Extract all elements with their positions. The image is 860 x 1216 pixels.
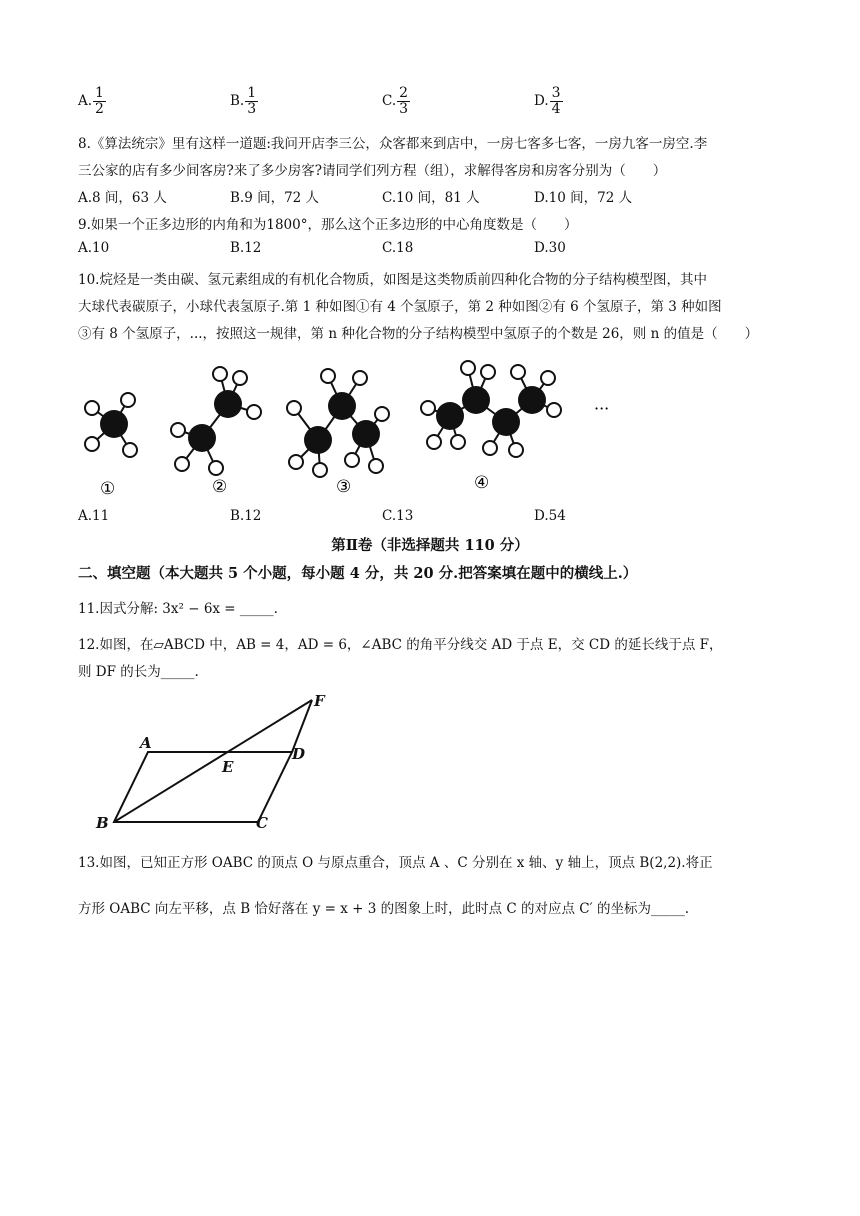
q9-option-a: A.10 (78, 240, 110, 256)
q9-option-c: C.18 (382, 240, 414, 256)
figure-label-2: ② (212, 477, 228, 497)
point-label-a: A (140, 734, 152, 752)
figure-label-3: ③ (336, 477, 352, 497)
q10-text-line3: ③有 8 个氢原子，...，按照这一规律，第 n 种化合物的分子结构模型中氢原子的个数是 26，则 n 的值是（ ） (78, 326, 759, 342)
q8-text-line1: 8.《算法统宗》里有这样一道题:我问开店李三公，众客都来到店中，一房七客多七客，一房九客一房空.李 (78, 136, 708, 152)
figure-label-4: ④ (474, 473, 490, 493)
q7-option-a: A. $\frac{1}{2}$ (78, 85, 104, 117)
q13-text-line1: 13.如图，已知正方形 OABC 的顶点 O 与原点重合，顶点 A 、C 分别在 x 轴、y 轴上，顶点 B(2,2).将正 (78, 855, 713, 871)
q7-option-c: C. $\frac{2}{3}$ (382, 85, 409, 117)
q10-text-line1: 10.烷烃是一类由碳、氢元素组成的有机化合物质，如图是这类物质前四种化合物的分子结构模型图，其中 (78, 272, 707, 288)
point-label-c: C (256, 814, 268, 832)
point-label-d: D (292, 745, 306, 763)
q8-option-b: B.9 间，72 人 (230, 190, 320, 206)
section2-heading: 二、填空题（本大题共 5 个小题，每小题 4 分，共 20 分.把答案填在题中的横线上.） (78, 565, 638, 582)
parallelogram-figure (90, 688, 340, 838)
q9-text: 9.如果一个正多边形的内角和为1800°，那么这个正多边形的中心角度数是（ ） (78, 217, 578, 233)
q8-option-a: A.8 间，63 人 (78, 190, 167, 206)
q7-option-d: D. $\frac{3}{4}$ (534, 85, 561, 117)
q9-option-d: D.30 (534, 240, 566, 256)
q11-text: 11.因式分解: 3x² − 6x = _____. (78, 601, 278, 617)
q10-option-d: D.54 (534, 508, 566, 524)
section2-title: 第Ⅱ卷（非选择题共 110 分） (331, 537, 529, 554)
q7-option-b: B. $\frac{1}{3}$ (230, 85, 257, 117)
molecule-figures (70, 352, 630, 502)
q12-text-line1: 12.如图，在▱ABCD 中，AB = 4，AD = 6，∠ABC 的角平分线交 AD 于点 E，交 CD 的延长线于点 F， (78, 637, 723, 653)
q8-option-d: D.10 间，72 人 (534, 190, 633, 206)
q8-text-line2: 三公家的店有多少间客房?来了多少房客?请同学们列方程（组），求解得客房和房客分别为（ ） (78, 163, 667, 179)
q9-option-b: B.12 (230, 240, 262, 256)
q10-text-line2: 大球代表碳原子，小球代表氢原子.第 1 种如图①有 4 个氢原子，第 2 种如图②有 6 个氢原子，第 3 种如图 (78, 299, 722, 315)
point-label-b: B (96, 814, 109, 832)
q10-option-c: C.13 (382, 508, 414, 524)
q8-option-c: C.10 间，81 人 (382, 190, 480, 206)
point-label-f: F (314, 692, 325, 710)
q13-text-line2: 方形 OABC 向左平移，点 B 恰好落在 y = x + 3 的图象上时，此时点 C 的对应点 C′ 的坐标为_____. (78, 901, 690, 917)
q10-option-b: B.12 (230, 508, 262, 524)
point-label-e: E (222, 758, 234, 776)
figure-label-1: ① (100, 479, 116, 499)
figure-ellipsis: ··· (594, 399, 610, 418)
q10-option-a: A.11 (78, 508, 110, 524)
q12-text-line2: 则 DF 的长为_____. (78, 664, 199, 680)
